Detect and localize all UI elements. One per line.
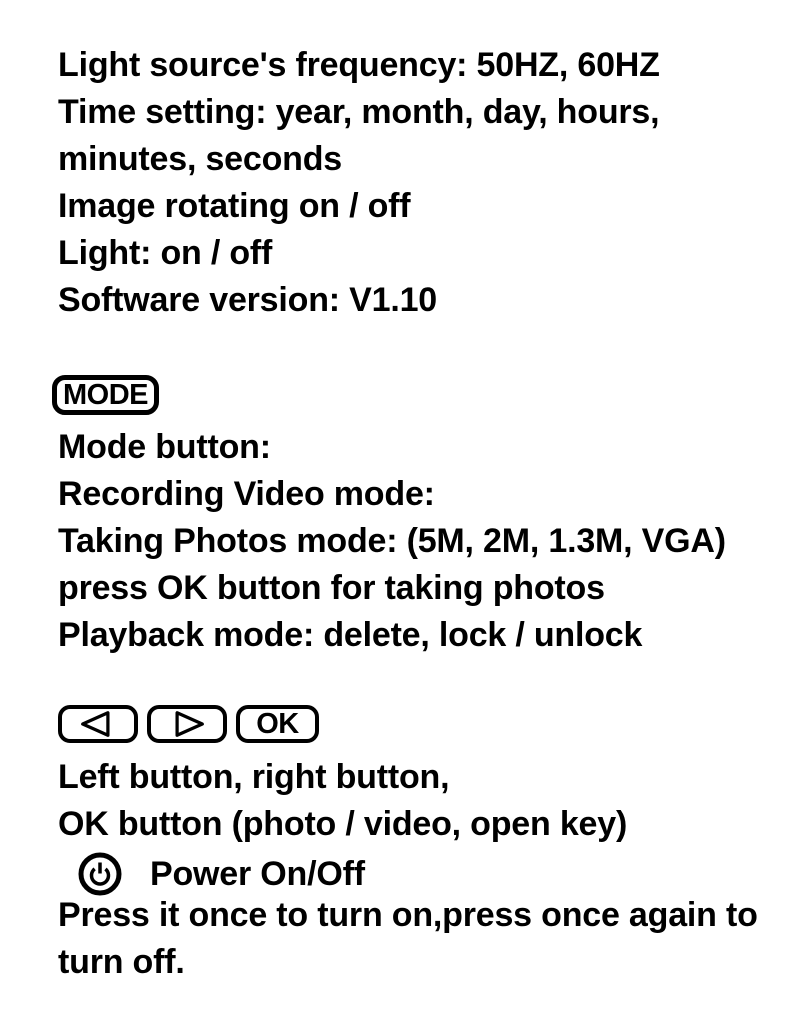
mode-line: Playback mode: delete, lock / unlock [58,616,643,654]
power-row [78,852,365,896]
mode-line: Recording Video mode: [58,475,435,513]
nav-line: OK button (photo / video, open key) [58,805,628,843]
mode-button-illustration [52,375,159,415]
mode-button-label: MODE [63,378,148,411]
power-description [58,892,758,986]
mode-line: Taking Photos mode: (5M, 2M, 1.3M, VGA) [58,522,726,560]
nav-line: Left button, right button, [58,758,450,796]
spec-list [58,42,660,324]
nav-description [58,754,627,848]
power-line: turn off. [58,943,185,981]
spec-line: Light source's frequency: 50HZ, 60HZ [58,46,660,84]
ok-button-label: OK [256,707,299,740]
spec-line: Time setting: year, month, day, hours, [58,93,660,131]
ok-button-illustration [236,705,319,743]
spec-line: Light: on / off [58,234,273,272]
spec-line: Software version: V1.10 [58,281,437,319]
left-arrow-icon [62,705,134,743]
power-icon [78,852,122,896]
mode-line: press OK button for taking photos [58,569,605,607]
mode-description [58,424,726,659]
left-button-illustration [58,705,138,743]
power-label: Power On/Off [150,854,365,893]
spec-line: Image rotating on / off [58,187,411,225]
nav-buttons-illustration [58,705,319,743]
right-arrow-icon [151,705,223,743]
power-line: Press it once to turn on,press once again to [58,896,758,934]
spec-line: minutes, seconds [58,140,342,178]
mode-line: Mode button: [58,428,271,466]
right-button-illustration [147,705,227,743]
